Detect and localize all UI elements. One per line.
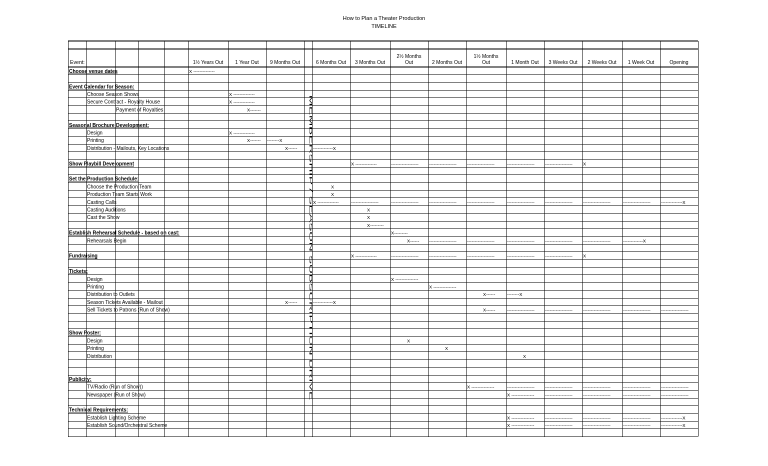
column-header: 2 Months Out xyxy=(431,60,463,66)
timeline-mark: ------------------ xyxy=(507,161,535,167)
timeline-mark: ------------------ xyxy=(583,199,611,205)
row-label: Design xyxy=(87,130,103,137)
row-label: Season Tickets Available - Mailout xyxy=(87,299,163,306)
table-row xyxy=(69,269,88,275)
timeline-mark: ------------------ xyxy=(507,384,535,390)
timeline-mark: ------------------ xyxy=(351,199,379,205)
row-label: Establish Lighting Scheme xyxy=(87,415,146,422)
row-label: Distribution xyxy=(87,353,113,360)
timeline-mark: X------- xyxy=(247,138,261,144)
column-header: 2 Weeks Out xyxy=(587,60,617,66)
document-subtitle: TIMELINE xyxy=(371,24,397,30)
timeline-mark: -------------X xyxy=(313,145,336,151)
column-header xyxy=(474,53,499,66)
column-header: 1 Month Out xyxy=(511,60,539,66)
timeline-mark: ------------------ xyxy=(545,384,573,390)
row-label: Newspaper (Run of Show) xyxy=(87,392,146,399)
table-row xyxy=(87,423,685,429)
timeline-mark: X -------------- xyxy=(351,253,377,259)
timeline-mark: ------------------ xyxy=(623,384,651,390)
table-row xyxy=(367,223,384,228)
timeline-mark: X------- xyxy=(247,107,261,113)
table-row xyxy=(87,354,526,360)
timeline-mark: --------X xyxy=(267,138,283,144)
timeline-mark: ------------------ xyxy=(429,253,457,259)
timeline-mark: X --------------- xyxy=(507,415,535,421)
timeline-mark: X--------- xyxy=(391,230,408,236)
row-label: Rehearsals Begin xyxy=(87,238,127,245)
column-header-line: 2½ Months xyxy=(396,54,422,60)
row-label: Event Calendar for Season: xyxy=(69,84,135,91)
row-label: Show Poster: xyxy=(69,330,101,337)
table-row xyxy=(69,254,586,260)
column-header: 1 Week Out xyxy=(627,60,655,66)
timeline-mark: ------------------ xyxy=(391,199,419,205)
timeline-mark: ------------------ xyxy=(507,199,535,205)
timeline-mark: ------------------ xyxy=(583,392,611,398)
row-label: Tickets: xyxy=(69,269,88,276)
table-row xyxy=(87,208,370,214)
timeline-mark: X -------------- xyxy=(229,92,255,97)
timeline-mark: ------------------ xyxy=(623,415,651,421)
timeline-mark: ------------------ xyxy=(583,307,611,313)
timeline-mark: ------------------ xyxy=(661,392,689,398)
row-label: Establish Rehearsal Schedule - based on cast: xyxy=(69,230,180,237)
timeline-mark: X------ xyxy=(407,238,420,244)
timeline-mark: X --------------- xyxy=(391,276,419,282)
row-label: Show Playbill Development xyxy=(69,161,135,168)
timeline-mark: ------------------ xyxy=(467,253,495,259)
row-label: Design xyxy=(87,338,103,345)
timeline-mark: -------------X xyxy=(313,299,336,305)
table-row xyxy=(69,377,92,383)
column-header: 3 Months Out xyxy=(354,60,386,66)
timeline-mark: ------------------ xyxy=(583,415,611,421)
timeline-mark: ------------------ xyxy=(467,161,495,167)
timeline-mark: X --------------- xyxy=(507,392,535,398)
table-row xyxy=(87,292,522,298)
row-label: Choose the Production Team xyxy=(87,184,152,191)
column-header: Opening xyxy=(669,60,689,66)
timeline-mark: X -------------- xyxy=(229,130,255,136)
timeline-mark: X xyxy=(331,192,335,198)
timeline-mark: ------------------ xyxy=(507,253,535,259)
row-label: Secure Contract - Royalty House xyxy=(87,99,161,106)
timeline-mark: ------------------ xyxy=(545,238,573,244)
row-label: Cast the Show xyxy=(87,215,120,222)
timeline-mark: X xyxy=(583,253,587,259)
table-row xyxy=(69,69,215,75)
document-title: How to Plan a Theater Production xyxy=(342,16,426,22)
timeline-mark: ------------------ xyxy=(429,238,457,244)
vertical-note-text: MEMBERSHIP / SEASON SUBSCRIPTION DRIVE xyxy=(308,95,314,200)
table-row xyxy=(87,277,419,283)
table-row xyxy=(87,338,410,344)
table-row xyxy=(87,215,370,221)
row-label: Casting Calls xyxy=(87,199,117,206)
timeline-mark: --------------X xyxy=(661,199,686,205)
timeline-mark: ------------------ xyxy=(391,253,419,259)
table-row xyxy=(87,92,255,98)
column-header xyxy=(397,53,422,66)
table-row xyxy=(116,107,261,113)
timeline-mark: X -------------- xyxy=(189,68,215,74)
row-label: Payment of Royalties xyxy=(116,107,164,114)
timeline-mark: X--------- xyxy=(367,222,384,228)
timeline-mark: X xyxy=(367,215,371,221)
timeline-mark: ------------------ xyxy=(623,392,651,398)
timeline-mark: ------------------ xyxy=(623,307,651,313)
timeline-mark: ------------------ xyxy=(391,161,419,167)
row-label: Publicity: xyxy=(69,376,92,383)
row-label: Casting Auditions xyxy=(87,207,126,214)
row-label: Distribution to Outlets xyxy=(87,292,135,299)
timeline-mark: ------------------ xyxy=(661,307,689,313)
timeline-mark: --------------X xyxy=(661,423,686,429)
row-label: Fundraising xyxy=(69,253,98,260)
timeline-mark: ------------------ xyxy=(661,384,689,390)
table-row xyxy=(87,392,689,398)
timeline-mark: ------------------ xyxy=(545,423,573,429)
table-row xyxy=(87,100,255,106)
timeline-mark: ------------------ xyxy=(583,423,611,429)
table-row xyxy=(69,161,586,167)
timeline-mark: --------X xyxy=(507,292,523,298)
timeline-mark: X xyxy=(583,161,587,167)
table-row xyxy=(69,84,135,90)
table-row xyxy=(69,231,408,237)
timeline-mark: X --------------- xyxy=(429,284,457,290)
row-label: Design xyxy=(87,276,103,283)
timeline-mark: -------------X xyxy=(623,238,646,244)
table-row xyxy=(69,331,101,337)
timeline-mark: ------------------ xyxy=(467,238,495,244)
row-label: Printing xyxy=(87,346,104,353)
membership-drive-note xyxy=(309,95,314,400)
row-label: Technical Requirements: xyxy=(69,407,129,414)
table-row xyxy=(69,408,128,414)
row-label: Production Team Starts Work xyxy=(87,192,152,199)
table-row xyxy=(87,308,689,314)
timeline-mark: ------------------ xyxy=(545,199,573,205)
timeline-mark: ------------------ xyxy=(507,238,535,244)
timeline-mark: ------------------ xyxy=(545,161,573,167)
timeline-mark: X -------------- xyxy=(313,199,339,205)
table-row xyxy=(69,123,149,129)
timeline-mark: ------------------ xyxy=(545,307,573,313)
timeline-mark: ------------------ xyxy=(545,415,573,421)
timeline-mark: ------------------ xyxy=(623,199,651,205)
row-label: Printing xyxy=(87,284,104,291)
timeline-mark: X -------------- xyxy=(229,99,255,105)
timeline-mark: X xyxy=(407,338,411,344)
row-label: Sell Tickets to Patrons (Run of Show) xyxy=(87,307,170,314)
table-row xyxy=(87,146,336,152)
row-label: Distribution - Mailouts, Key Locations xyxy=(87,145,170,152)
table-row xyxy=(87,184,334,190)
event-header-label: Event: xyxy=(70,60,85,66)
timeline-mark: X------ xyxy=(483,307,496,313)
timeline-mark: X xyxy=(523,353,527,359)
column-header: 3 Weeks Out xyxy=(548,60,578,66)
timeline-mark: ------------------ xyxy=(583,238,611,244)
column-header: 6 Months Out xyxy=(315,60,347,66)
table-row xyxy=(87,238,646,244)
row-label: TV/Radio (Run of Show)) xyxy=(87,384,143,391)
timeline-mark: ------------------ xyxy=(545,392,573,398)
table-row xyxy=(69,177,139,183)
row-label: Printing xyxy=(87,138,104,145)
row-label: Establish Sound/Orchestral Scheme xyxy=(87,423,168,430)
timeline-mark: ------------------ xyxy=(545,253,573,259)
row-label: Choose venue dates xyxy=(69,68,118,75)
column-header-line: Out xyxy=(481,60,491,66)
row-label: Seasonal Brochure Development: xyxy=(69,122,150,129)
timeline-mark: X xyxy=(445,346,449,352)
row-label: Choose Season Shows xyxy=(87,92,139,98)
table-row xyxy=(87,300,336,306)
table-row xyxy=(87,415,685,421)
timeline-mark: X --------------- xyxy=(507,423,535,429)
table-row xyxy=(87,285,457,291)
timeline-mark: ------------------ xyxy=(429,161,457,167)
timeline-mark: ------------------ xyxy=(623,423,651,429)
timeline-mark: X xyxy=(331,184,335,190)
timeline-mark: X -------------- xyxy=(351,161,377,167)
table-row xyxy=(87,192,334,198)
timeline-mark: ------------------ xyxy=(429,199,457,205)
timeline-mark: ------------------ xyxy=(467,199,495,205)
table-row xyxy=(87,346,448,352)
timeline-mark: X------ xyxy=(285,299,298,305)
table-row xyxy=(87,138,282,144)
timeline-mark: X --------------- xyxy=(467,384,495,390)
row-label: Set the Production Schedule: xyxy=(69,176,139,183)
timeline-mark: ------------------ xyxy=(583,384,611,390)
column-header: 1½ Years Out xyxy=(192,60,224,66)
column-header-line: 1½ Months xyxy=(473,54,499,60)
timeline-mark: ------------------ xyxy=(507,307,535,313)
column-header-line: Out xyxy=(404,60,414,66)
timeline-mark: --------------X xyxy=(661,415,686,421)
timeline-mark: X------ xyxy=(483,292,496,298)
column-header: 9 Months Out xyxy=(269,60,301,66)
timeline-mark: X xyxy=(367,207,371,213)
table-row xyxy=(87,385,689,391)
timeline-mark: X------ xyxy=(285,145,298,151)
column-headers xyxy=(70,53,689,66)
column-header: 1 Year Out xyxy=(235,60,259,66)
table-row xyxy=(87,200,685,206)
table-row xyxy=(87,131,255,137)
